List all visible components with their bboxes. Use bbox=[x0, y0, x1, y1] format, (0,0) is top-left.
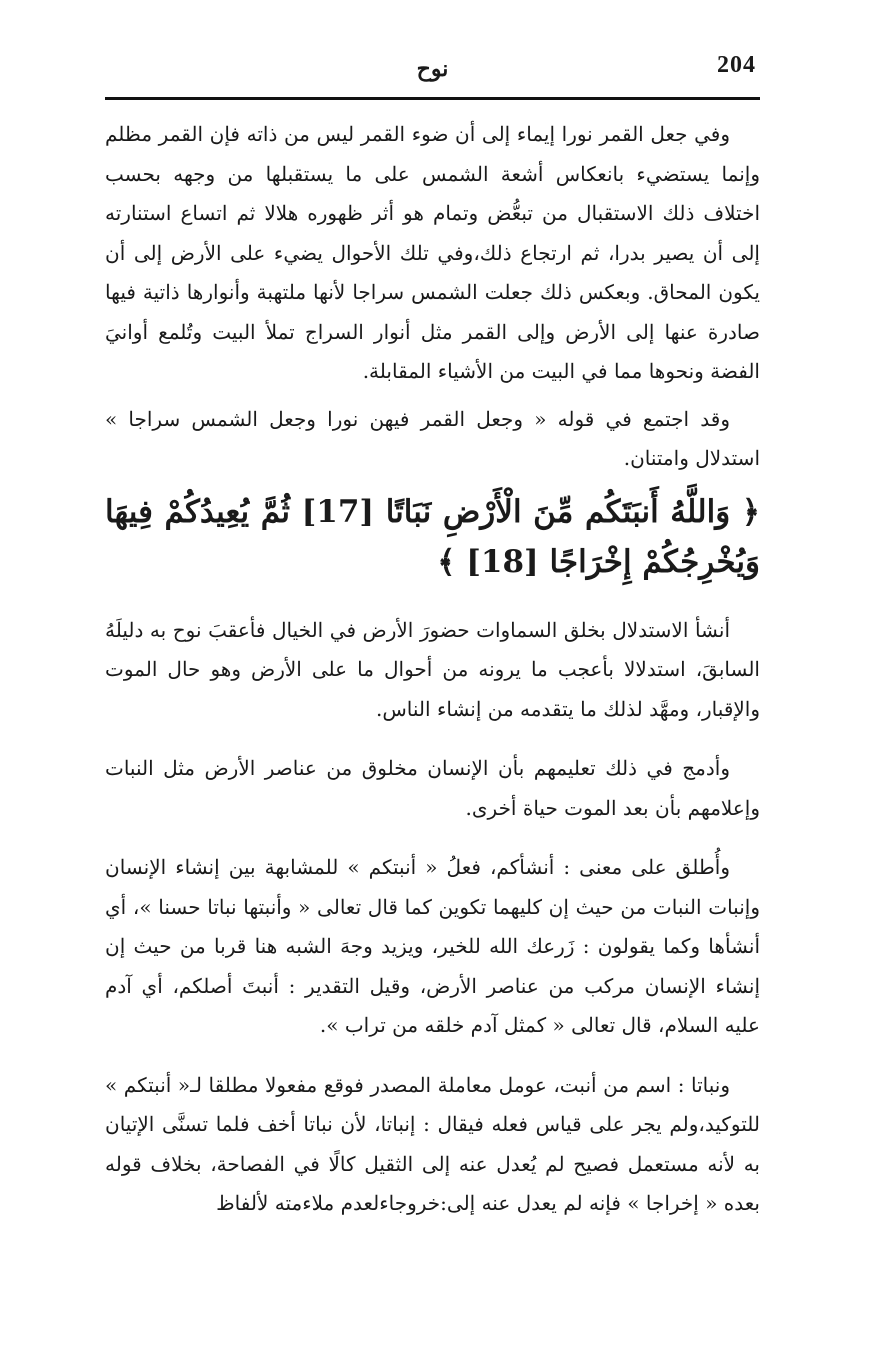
running-title: نوح bbox=[416, 56, 449, 82]
page-header bbox=[105, 48, 760, 88]
paragraph-anbatakum: وأُطلق على معنى : أنشأكم، فعلُ « أنبتكم » للمشابهة بين إنشاء الإنسان وإنبات النبات من حيث إن كليهما تكوين كما قال تعالى « وأنبتها نباتا حسنا »، أي أنشأها وكما يقولون : زَرعك الله للخير، ويزيد وجهَ الشبه هنا قربا من حيث إن إنشاء الإنسان مركب من عناصر الأرض، وقيل التقدير : أنبتَ أصلكم، أي آدم عليه السلام، قال تعالى « كمثل آدم خلقه من تراب ». bbox=[105, 855, 760, 1037]
paragraph-elements: وأدمج في ذلك تعليمهم بأن الإنسان مخلوق من عناصر الأرض مثل النبات وإعلامهم بأن بعد الموت حياة أخرى. bbox=[105, 756, 760, 820]
paragraph-earth-argument: أنشأ الاستدلال بخلق السماوات حضورَ الأرض في الخيال فأعقبَ نوح به دليلَهُ السابقَ، استدلالا بأعجب ما يرونه من أحوال ما على الأرض وهو حال الموت والإقبار، ومهَّد لذلك ما يتقدمه من إنشاء الناس. bbox=[105, 617, 760, 721]
paragraph-moon-light: وفي جعل القمر نورا إيماء إلى أن ضوء القمر ليس من ذاته فإن القمر مظلم وإنما يستضيء بانعكاس أشعة الشمس على ما يستقبلها من وجهه بحسب اختلاف ذلك الاستقبال من تبعُّض وتمام هو أثر ظهوره هلالا ثم اتساع استنارته إلى أن يصير بدرا، ثم ارتجاع ذلك،وفي تلك الأحوال يضيء على الأرض إلى أن يكون المحاق. وبعكس ذلك جعلت الشمس سراجا لأنها ملتهبة وأنوارها ذاتية فيها صادرة عنها إلى الأرض وإلى القمر مثل أنوار السراج تملأ البيت وتُلمع أوانيَ الفضة ونحوها مما في البيت من الأشياء المقابلة. bbox=[105, 122, 760, 383]
paragraph-nabatan: ونباتا : اسم من أنبت، عومل معاملة المصدر فوقع مفعولا مطلقا لـ« أنبتكم » للتوكيد،ولم يجر على قياس فعله فيقال : إنباتا، لأن نباتا أخف فلما تسنَّى الإتيان به لأنه مستعمل فصيح لم يُعدل عنه إلى الثقيل كالًا في الفصاحة، بخلاف قوله بعده « إخراجا » فإنه لم يعدل عنه إلى:خروجاءلعدم ملاءمته لألفاظ bbox=[105, 1072, 760, 1215]
header-rule bbox=[105, 97, 760, 100]
page-body bbox=[105, 115, 760, 1224]
page-number: 204 bbox=[717, 52, 756, 78]
quran-verse: ﴿ وَاللَّهُ أَنبَتَكُم مِّنَ الْأَرْضِ نَبَاتًا [17] ثُمَّ يُعِيدُكُمْ فِيهَا وَيُخْرِجُكُمْ إِخْرَاجًا [18] ﴾ bbox=[105, 493, 760, 580]
paragraph-inference: وقد اجتمع في قوله « وجعل القمر فيهن نورا وجعل الشمس سراجا » استدلال وامتنان. bbox=[105, 406, 760, 470]
